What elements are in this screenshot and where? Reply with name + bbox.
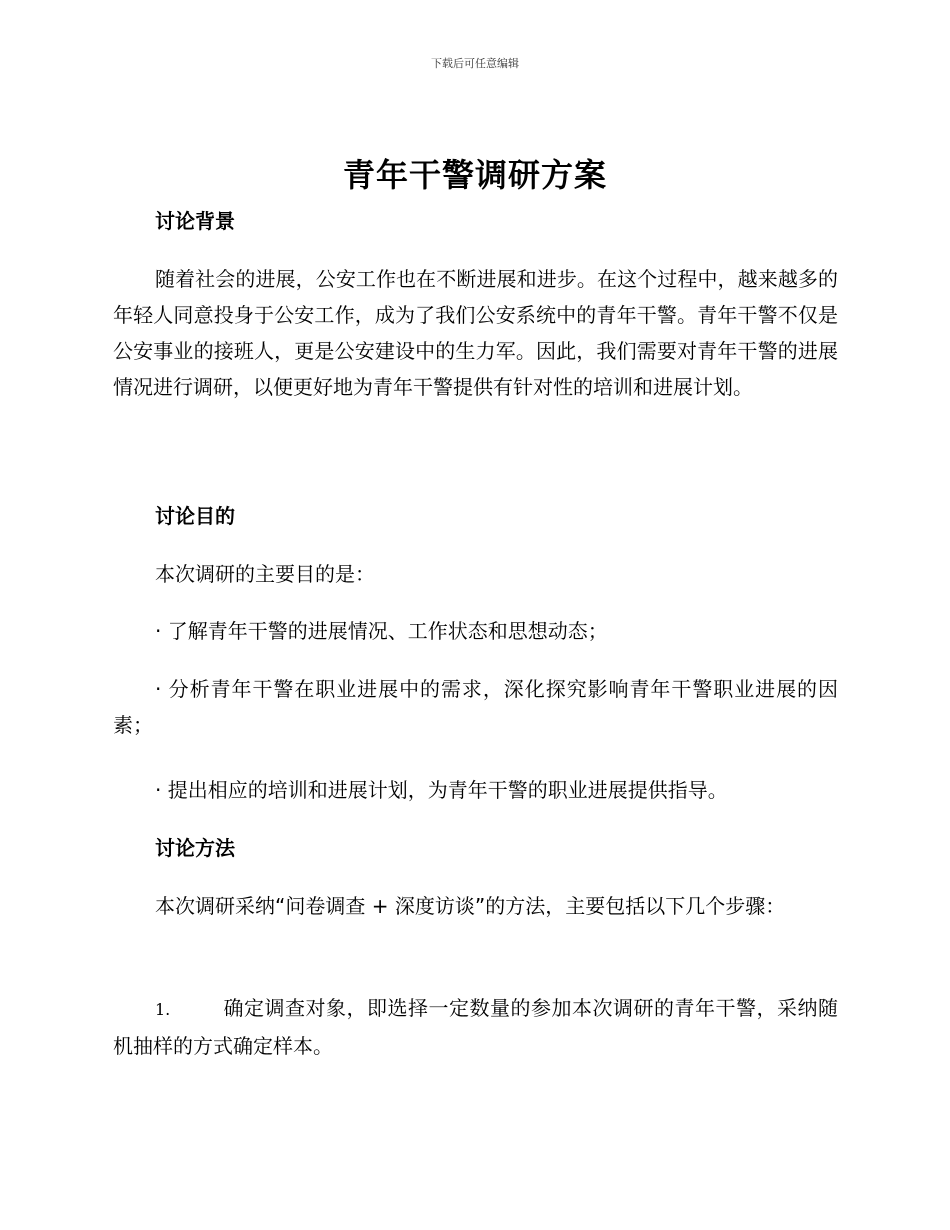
purpose-intro: 本次调研的主要目的是： (155, 562, 375, 586)
method-step-1 (113, 990, 838, 1064)
method-step-text: 确定调查对象，即选择一定数量的参加本次调研的青年干警，采纳随机抽样的方式确定样本。 (113, 996, 838, 1058)
background-paragraph: 随着社会的进展，公安工作也在不断进展和进步。在这个过程中，越来越多的年轻人同意投身于公安工作，成为了我们公安系统中的青年干警。青年干警不仅是公安事业的接班人，更是公安建设中的生力军。因此，我们需要对青年干警的进展情况进行调研，以便更好地为青年干警提供有针对性的培训和进展计划。 (113, 267, 838, 399)
section-heading-method: 讨论方法 (155, 836, 235, 860)
purpose-bullet-1: · 了解青年干警的进展情况、工作状态和思想动态； (155, 619, 608, 643)
section-heading-background: 讨论背景 (155, 209, 235, 233)
purpose-bullet-3: · 提出相应的培训和进展计划，为青年干警的职业进展提供指导。 (155, 778, 728, 802)
document-title: 青年干警调研方案 (342, 156, 607, 194)
header-note: 下载后可任意编辑 (431, 57, 519, 70)
method-step-number: 1. (155, 1000, 171, 1019)
section-heading-purpose: 讨论目的 (155, 504, 235, 528)
purpose-bullet-2: · 分析青年干警在职业进展中的需求，深化探究影响青年干警职业进展的因素； (113, 677, 838, 737)
method-intro: 本次调研采纳“问卷调查 + 深度访谈”的方法，主要包括以下几个步骤： (155, 894, 786, 918)
